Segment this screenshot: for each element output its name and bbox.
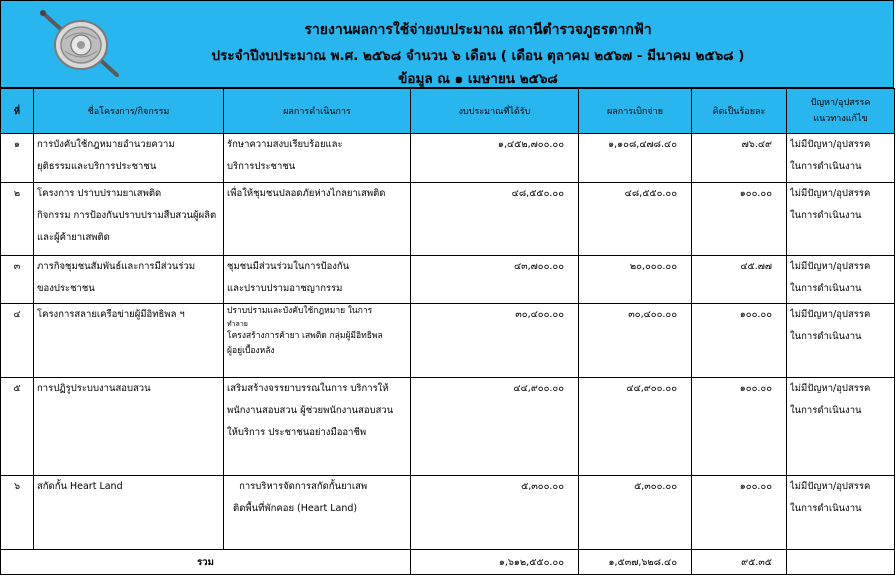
row-no: ๑	[1, 134, 34, 183]
total-budget: ๑,๖๑๒,๕๕๐.๐๐	[411, 550, 579, 575]
row-project: การปฏิรูประบบงานสอบสวน	[34, 378, 224, 476]
row-result: เพื่อให้ชุมชนปลอดภัยห่างไกลยาเสพติด	[224, 183, 411, 256]
col-header-no: ที่	[1, 89, 34, 134]
col-header-budget: งบประมาณที่ได้รับ	[411, 89, 579, 134]
row-result: รักษาความสงบเรียบร้อยและ บริการประชาชน	[224, 134, 411, 183]
row-project: ภารกิจชุมชนสัมพันธ์และการมีส่วนร่วม ของประชาชน	[34, 256, 224, 304]
row-project: โครงการ ปราบปรามยาเสพติด กิจกรรม การป้องกันปราบปรามสืบสวนผู้ผลิต และผู้ค้ายาเสพติด	[34, 183, 224, 256]
row-spent: ๕,๓๐๐.๐๐	[579, 476, 692, 550]
row-issue: ไม่มีปัญหา/อุปสรรค ในการดำเนินงาน	[787, 378, 895, 476]
col-header-result: ผลการดำเนินการ	[224, 89, 411, 134]
row-percent: ๑๐๐.๐๐	[692, 378, 787, 476]
row-percent: ๑๐๐.๐๐	[692, 304, 787, 378]
row-budget: ๔๘,๕๕๐.๐๐	[411, 183, 579, 256]
table-row	[1, 134, 895, 183]
row-percent: ๑๐๐.๐๐	[692, 183, 787, 256]
report-date: ข้อมูล ณ ๑ เมษายน ๒๕๖๘	[398, 71, 558, 87]
row-budget: ๓๐,๔๐๐.๐๐	[411, 304, 579, 378]
budget-table	[0, 88, 895, 575]
table-header-row	[1, 89, 895, 134]
row-percent: ๑๐๐.๐๐	[692, 476, 787, 550]
row-issue: ไม่มีปัญหา/อุปสรรค ในการดำเนินงาน	[787, 134, 895, 183]
row-percent: ๗๖.๔๙	[692, 134, 787, 183]
row-no: ๒	[1, 183, 34, 256]
row-budget: ๕,๓๐๐.๐๐	[411, 476, 579, 550]
row-spent: ๑,๑๐๘,๔๗๘.๔๐	[579, 134, 692, 183]
total-issue	[787, 550, 895, 575]
row-spent: ๓๐,๔๐๐.๐๐	[579, 304, 692, 378]
row-budget: ๔๔,๙๐๐.๐๐	[411, 378, 579, 476]
row-no: ๖	[1, 476, 34, 550]
col-header-spent: ผลการเบิกจ่าย	[579, 89, 692, 134]
row-result: ชุมชนมีส่วนร่วมในการป้องกัน และปราบปรามอาชญากรรม	[224, 256, 411, 304]
col-header-project: ชื่อโครงการ/กิจกรรม	[34, 89, 224, 134]
row-result: เสริมสร้างจรรยาบรรณในการ บริการให้ พนักงานสอบสวน ผู้ช่วยพนักงานสอบสวน ให้บริการ ประชาชนอย่างมืออาชีพ	[224, 378, 411, 476]
table-row	[1, 476, 895, 550]
table-row	[1, 256, 895, 304]
row-percent: ๔๕.๗๗	[692, 256, 787, 304]
row-spent: ๔๘,๕๕๐.๐๐	[579, 183, 692, 256]
row-project: โครงการสลายเครือข่ายผู้มีอิทธิพล ฯ	[34, 304, 224, 378]
report-header	[0, 0, 894, 88]
total-spent: ๑,๕๓๗,๖๒๘.๔๐	[579, 550, 692, 575]
col-header-issue-line2: แนวทางแก้ไข	[813, 114, 868, 124]
col-header-issue	[787, 89, 895, 134]
row-no: ๔	[1, 304, 34, 378]
row-no: ๕	[1, 378, 34, 476]
table-row	[1, 183, 895, 256]
col-header-percent: คิดเป็นร้อยละ	[692, 89, 787, 134]
row-spent: ๔๔,๙๐๐.๐๐	[579, 378, 692, 476]
row-project: สกัดกั้น Heart Land	[34, 476, 224, 550]
total-row	[1, 550, 895, 575]
row-result: ปราบปรามและบังคับใช้กฎหมาย ในการ ทำลาย โครงสร้างการค้ายา เสพติด กลุ่มผู้มีอิทธิพล ผู้อยู่เบื้องหลัง	[224, 304, 411, 378]
total-label: รวม	[1, 550, 411, 575]
table-row	[1, 304, 895, 378]
report-subtitle: ประจำปีงบประมาณ พ.ศ. ๒๕๖๘ จำนวน ๖ เดือน ( เดือน ตุลาคม ๒๕๖๗ - มีนาคม ๒๕๖๘ )	[211, 48, 745, 64]
row-issue: ไม่มีปัญหา/อุปสรรค ในการดำเนินงาน	[787, 304, 895, 378]
row-no: ๓	[1, 256, 34, 304]
row-budget: ๔๓,๗๐๐.๐๐	[411, 256, 579, 304]
col-header-issue-line1: ปัญหา/อุปสรรค	[810, 98, 871, 108]
row-spent: ๒๐,๐๐๐.๐๐	[579, 256, 692, 304]
row-project: การบังคับใช้กฎหมายอำนวยความ ยุติธรรมและบริการประชาชน	[34, 134, 224, 183]
row-budget: ๑,๔๕๒,๗๐๐.๐๐	[411, 134, 579, 183]
report-title: รายงานผลการใช้จ่ายงบประมาณ สถานีตำรวจภูธรตากฟ้า	[304, 22, 652, 38]
row-issue: ไม่มีปัญหา/อุปสรรค ในการดำเนินงาน	[787, 256, 895, 304]
row-result: การบริหารจัดการสกัดกั้นยาเสพ ติดพื้นที่พักคอย (Heart Land)	[224, 476, 411, 550]
table-row	[1, 378, 895, 476]
row-issue: ไม่มีปัญหา/อุปสรรค ในการดำเนินงาน	[787, 183, 895, 256]
row-issue: ไม่มีปัญหา/อุปสรรค ในการดำเนินงาน	[787, 476, 895, 550]
total-percent: ๙๕.๓๕	[692, 550, 787, 575]
